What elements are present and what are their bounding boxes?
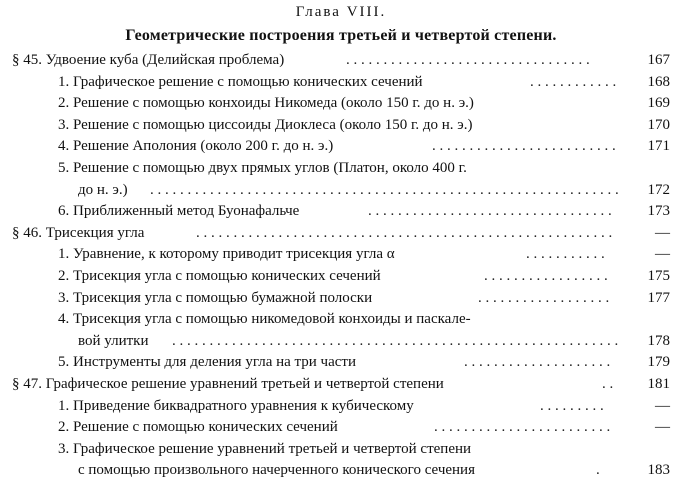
dot-leader: . . . . . . . . . . . . . . . . . . . . . . . . . . . . . . . . . bbox=[346, 52, 590, 68]
chapter-heading: Геометрические построения третьей и четвертой степени. bbox=[125, 27, 557, 44]
toc-page-number: — bbox=[655, 397, 670, 414]
toc-entry bbox=[0, 160, 682, 182]
toc-entry bbox=[0, 268, 682, 290]
toc-entry-text: 2. Трисекция угла с помощью конических сечений bbox=[58, 267, 381, 284]
toc-entry bbox=[0, 182, 682, 204]
toc-entry bbox=[0, 376, 682, 398]
toc-page-number: 179 bbox=[647, 354, 670, 371]
toc-entry bbox=[0, 441, 682, 463]
toc-entry bbox=[0, 398, 682, 420]
toc-page-number: 175 bbox=[647, 267, 670, 284]
toc-entry-text: 3. Графическое решение уравнений третьей и четвертой степени bbox=[58, 440, 472, 457]
dot-leader: . . . . . . . . . . . . . . . . . . . . . . . . bbox=[434, 419, 611, 436]
toc-entry-text: до н. э.) bbox=[78, 181, 128, 198]
toc-page-number: 177 bbox=[647, 289, 670, 306]
toc-page-number: — bbox=[655, 246, 670, 263]
toc-entry bbox=[0, 333, 682, 355]
toc-page-number: 173 bbox=[647, 203, 670, 220]
toc-entry-text: 3. Решение с помощью циссоиды Диоклеса (около 150 г. до н. э.) bbox=[58, 116, 473, 133]
toc-entry-text: 5. Решение с помощью двух прямых углов (Платон, около 400 г. bbox=[58, 159, 467, 176]
toc-entry-text: 2. Решение с помощью конхоиды Никомеда (около 150 г. до н. э.) bbox=[58, 95, 474, 112]
toc-page-number: — bbox=[655, 419, 670, 436]
toc-entry-text: 4. Трисекция угла с помощью никомедовой конхоиды и паскале- bbox=[58, 311, 471, 328]
dot-leader: . . . . . . . . . . . . . . . . . bbox=[484, 267, 608, 284]
toc-entry bbox=[0, 225, 682, 247]
toc-page-number: 167 bbox=[647, 52, 670, 68]
toc-entry bbox=[0, 246, 682, 268]
toc-page-number: 178 bbox=[647, 332, 670, 349]
toc-entry-text: с помощью произвольного начерченного конического сечения bbox=[78, 462, 475, 479]
toc-entry bbox=[0, 419, 682, 441]
dot-leader: . bbox=[596, 462, 600, 479]
dot-leader: . . . . . . . . . . . . . . . . . . . . . . . . . bbox=[432, 138, 616, 155]
toc-page-number: 183 bbox=[647, 462, 670, 479]
toc-entry-text: вой улитки bbox=[78, 332, 149, 349]
dot-leader: . . . . . . . . . . . . . . . . . . . . . . . . . . . . . . . . . . . . . . . . . . . . . . . . . . . . . . . . bbox=[196, 224, 613, 241]
toc-entry-text: § 47. Графическое решение уравнений третьей и четвертой степени bbox=[12, 375, 444, 392]
toc-entry-text: 2. Решение с помощью конических сечений bbox=[58, 419, 338, 436]
toc-entry-text: § 46. Трисекция угла bbox=[12, 224, 145, 241]
toc-entry bbox=[0, 52, 682, 74]
toc-entry-text: 1. Приведение биквадратного уравнения к кубическому bbox=[58, 397, 414, 414]
toc-page-number: 168 bbox=[647, 73, 670, 90]
dot-leader: . . . . . . . . . . . . . . . . . . . . . . . . . . . . . . . . . bbox=[368, 203, 612, 220]
dot-leader: . . . . . . . . . . . . . . . . . . . . . . . . . . . . . . . . . . . . . . . . . . . . . . . . . . . . . . . . . . . . . . . bbox=[150, 181, 619, 198]
toc-entry-text: 4. Решение Аполония (около 200 г. до н. э.) bbox=[58, 138, 334, 155]
dot-leader: . . . . . . . . . . . bbox=[526, 246, 605, 263]
toc-entry bbox=[0, 290, 682, 312]
toc-entry bbox=[0, 203, 682, 225]
toc-page-number: 169 bbox=[647, 95, 670, 112]
toc-entry-text: 5. Инструменты для деления угла на три части bbox=[58, 354, 357, 371]
toc-entry-text: § 45. Удвоение куба (Делийская проблема) bbox=[12, 52, 285, 68]
dot-leader: . . . . . . . . . . . . . . . . . . bbox=[478, 289, 610, 306]
dot-leader: . . . . . . . . . bbox=[540, 397, 604, 414]
dot-leader: . . bbox=[602, 375, 614, 392]
toc-entry-text: 6. Приближенный метод Буонафальче bbox=[58, 203, 300, 220]
toc-entry bbox=[0, 311, 682, 333]
toc-entry bbox=[0, 74, 682, 96]
toc-entry bbox=[0, 354, 682, 376]
dot-leader: . . . . . . . . . . . . . . . . . . . . bbox=[464, 354, 611, 371]
toc-entry bbox=[0, 117, 682, 139]
toc-entry-text: 1. Графическое решение с помощью конических сечений bbox=[58, 73, 423, 90]
chapter-title: Глава VIII. bbox=[295, 4, 387, 20]
toc-page-number: 171 bbox=[647, 138, 670, 155]
dot-leader: . . . . . . . . . . . . bbox=[530, 73, 617, 90]
toc-page-number: 170 bbox=[647, 116, 670, 133]
toc-page-number: — bbox=[655, 224, 670, 241]
toc-page-number: 172 bbox=[647, 181, 670, 198]
table-of-contents bbox=[0, 52, 682, 484]
toc-page-number: 181 bbox=[647, 375, 670, 392]
toc-entry bbox=[0, 95, 682, 117]
toc-entry-text: 3. Трисекция угла с помощью бумажной полоски bbox=[58, 289, 373, 306]
toc-entry-text: 1. Уравнение, к которому приводит трисекция угла α bbox=[58, 246, 395, 263]
toc-entry bbox=[0, 138, 682, 160]
toc-entry bbox=[0, 462, 682, 484]
dot-leader: . . . . . . . . . . . . . . . . . . . . . . . . . . . . . . . . . . . . . . . . . . . . . . . . . . . . . . . . . . . . bbox=[172, 332, 619, 349]
